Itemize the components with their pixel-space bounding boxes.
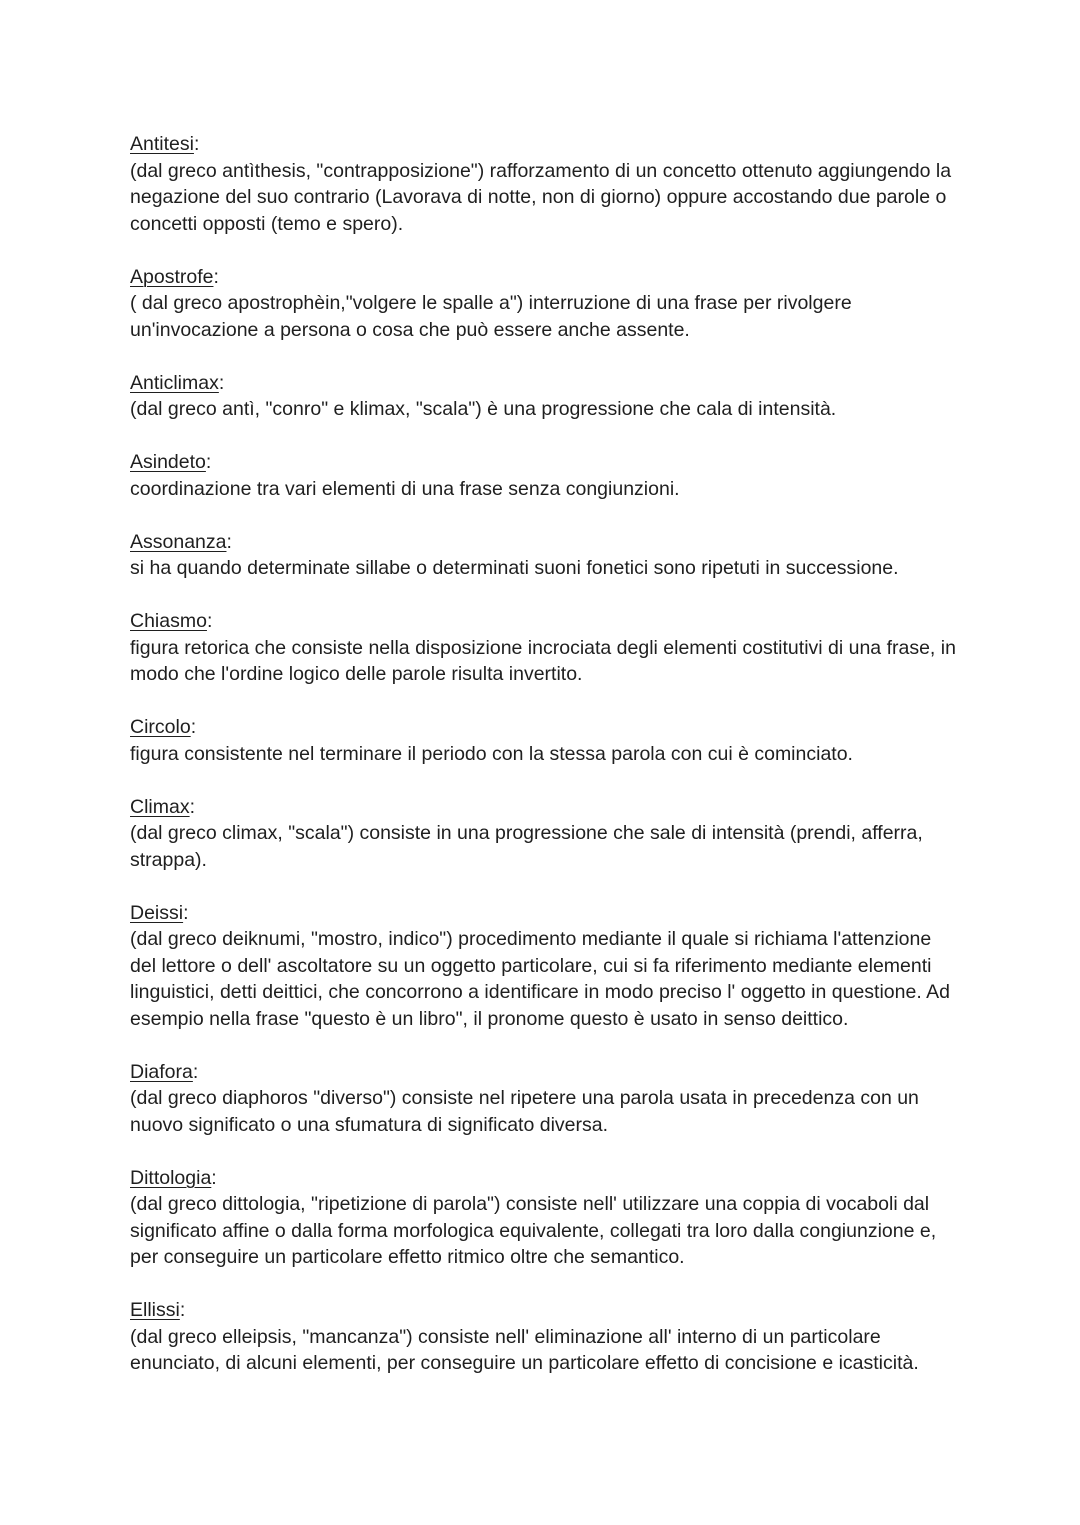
term-colon: : bbox=[218, 371, 225, 394]
glossary-entry bbox=[130, 1059, 960, 1139]
entry-term bbox=[130, 131, 960, 158]
term-colon: : bbox=[190, 716, 197, 738]
term-colon: : bbox=[211, 1166, 217, 1189]
glossary-entry bbox=[130, 714, 960, 767]
entry-term bbox=[130, 900, 960, 927]
term-colon: : bbox=[189, 795, 196, 818]
entry-definition: (dal greco antì, "conro" e klimax, "scala") è una progressione che cala di intensità. bbox=[130, 398, 837, 420]
term-colon: : bbox=[205, 451, 212, 473]
term-colon: : bbox=[213, 265, 219, 288]
entry-definition: si ha quando determinate sillabe o determinati suoni fonetici sono ripetuti in successione. bbox=[130, 557, 899, 579]
entry-term bbox=[130, 449, 960, 476]
entry-term bbox=[130, 264, 960, 291]
entry-term bbox=[130, 1059, 960, 1086]
term-colon: : bbox=[226, 530, 232, 553]
entry-definition: (dal greco diaphoros "diverso") consiste nel ripetere una parola usata in precedenza con un nuovo significato o una sfumatura di significato diversa. bbox=[130, 1087, 919, 1136]
term-word: Diafora bbox=[130, 1060, 193, 1083]
entry-term bbox=[130, 608, 960, 635]
entry-definition: ( dal greco apostrophèin,"volgere le spalle a") interruzione di una frase per rivolgere un'invocazione a persona o cosa che può essere anche assente. bbox=[130, 292, 852, 341]
term-word: Apostrofe bbox=[130, 265, 214, 288]
entry-term bbox=[130, 1297, 960, 1324]
glossary-entry bbox=[130, 1297, 960, 1377]
entry-definition: coordinazione tra vari elementi di una frase senza congiunzioni. bbox=[130, 477, 680, 500]
entry-definition: (dal greco deiknumi, "mostro, indico") procedimento mediante il quale si richiama l'attenzione del lettore o dell' ascoltatore su un oggetto particolare, cui si fa riferimento mediante elementi linguistici, detti deittici, che concorrono a identificare in modo preciso l' oggetto in questione. Ad esempio nella frase "questo è un libro", il pronome questo è usato in senso deittico. bbox=[130, 928, 950, 1030]
entry-term bbox=[130, 370, 960, 397]
term-colon: : bbox=[206, 610, 213, 632]
entry-term bbox=[130, 529, 960, 556]
entry-definition: figura consistente nel terminare il periodo con la stessa parola con cui è cominciato. bbox=[130, 742, 853, 765]
term-word: Deissi bbox=[130, 901, 184, 924]
term-word: Assonanza bbox=[130, 530, 227, 553]
glossary-entry bbox=[130, 529, 960, 582]
glossary-entry bbox=[130, 264, 960, 344]
term-word: Circolo bbox=[130, 716, 191, 738]
term-word: Asindeto bbox=[130, 451, 206, 473]
entry-definition: (dal greco dittologia, "ripetizione di parola") consiste nell' utilizzare una coppia di vocaboli dal significato affine o dalla forma morfologica equivalente, collegati tra loro dalla congiunzione e, per conseguire un particolare effetto ritmico oltre che semantico. bbox=[130, 1193, 937, 1268]
glossary-entry bbox=[130, 449, 960, 502]
term-colon: : bbox=[193, 133, 200, 155]
term-colon: : bbox=[183, 901, 189, 924]
term-word: Climax bbox=[130, 795, 190, 818]
entry-definition: (dal greco antìthesis, "contrapposizione") rafforzamento di un concetto ottenuto aggiungendo la negazione del suo contrario (Lavorava di notte, non di giorno) oppure accostando due parole o concetti opposti (temo e spero). bbox=[130, 159, 952, 235]
term-word: Ellissi bbox=[130, 1299, 180, 1321]
term-word: Chiasmo bbox=[130, 610, 207, 632]
glossary-entry bbox=[130, 131, 960, 237]
glossary-entry bbox=[130, 900, 960, 1033]
term-word: Anticlimax bbox=[130, 371, 219, 394]
term-word: Dittologia bbox=[130, 1166, 212, 1189]
entry-term bbox=[130, 1165, 960, 1192]
entry-definition: figura retorica che consiste nella disposizione incrociata degli elementi costitutivi di una frase, in modo che l'ordine logico delle parole risulta invertito. bbox=[130, 636, 956, 685]
glossary-entry bbox=[130, 794, 960, 874]
term-colon: : bbox=[179, 1299, 186, 1321]
term-word: Antitesi bbox=[130, 133, 194, 155]
glossary-entry bbox=[130, 370, 960, 423]
entry-definition: (dal greco climax, "scala") consiste in una progressione che sale di intensità (prendi, afferra, strappa). bbox=[130, 822, 923, 871]
glossary-entry bbox=[130, 608, 960, 688]
term-colon: : bbox=[192, 1060, 199, 1083]
glossary-entry bbox=[130, 1165, 960, 1271]
entry-definition: (dal greco elleipsis, "mancanza") consiste nell' eliminazione all' interno di un particolare enunciato, di alcuni elementi, per conseguire un particolare effetto di concisione e icasticità. bbox=[130, 1325, 919, 1374]
entry-term bbox=[130, 714, 960, 741]
document-page bbox=[130, 131, 960, 1403]
entry-term bbox=[130, 794, 960, 821]
